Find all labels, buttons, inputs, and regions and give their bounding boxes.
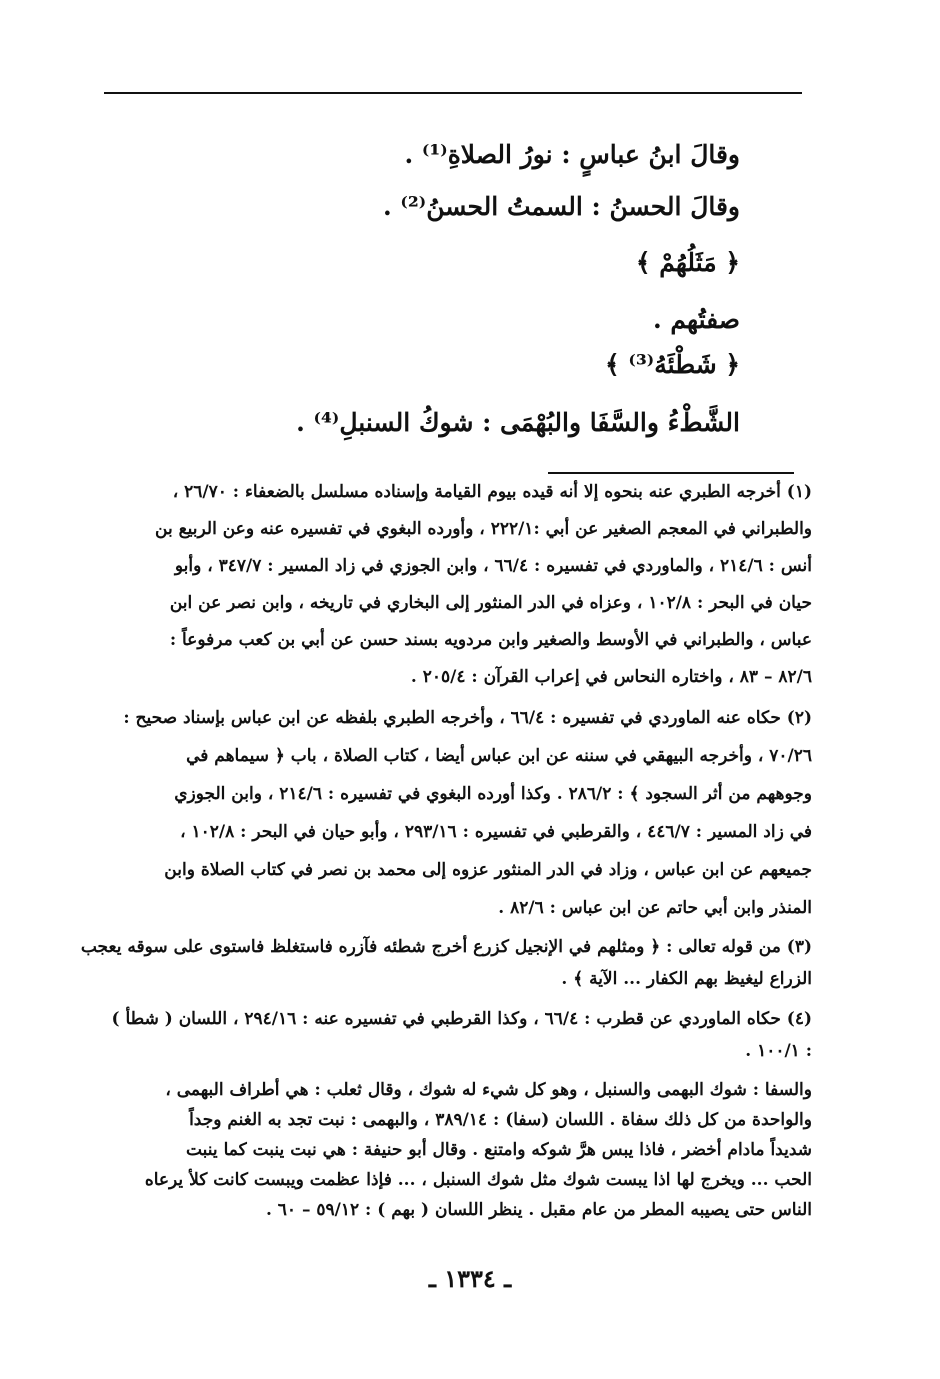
quran-word-shatahu: ﴿ شَطْئَهُ⁽³⁾ ﴾: [605, 350, 740, 379]
footnote-line: وجوههم من أثر السجود ﴾ : ٢٨٦/٢ . وكذا أورده البغوي في تفسيره : ٢١٤/٦ ، وابن الجوزي: [174, 784, 812, 804]
main-text-line-6: الشَّطْءُ والسَّفَا والبُهْمَى : شوكُ السنبلِ⁽⁴⁾ .: [296, 408, 740, 437]
footnote-line: الزراع ليغيظ بهم الكفار ... الآية ﴾ .: [561, 969, 812, 989]
footnote-line: عباس ، والطبراني في الأوسط والصغير وابن مردويه بسند حسن عن أبي بن كعب مرفوعاً :: [169, 630, 812, 650]
main-text-line-2: وقالَ الحسنُ : السمتُ الحسنُ⁽²⁾ .: [382, 192, 740, 221]
footnote-line: والطبراني في المعجم الصغير عن أبي :٢٢٢/١ ، وأورده البغوي في تفسيره عنه وعن الربيع بن: [155, 519, 812, 539]
footnote-line: شديداً مادام أخضر ، فاذا يبس هرَّ شوكه وامتنع . وقال أبو حنيفة : هي نبت ينبت كما ينبت: [185, 1140, 812, 1160]
footnote-line: (١) أخرجه الطبري عنه بنحوه إلا أنه قيده بيوم القيامة وإسناده مسلسل بالضعفاء : ٢٦/٧٠ ،: [172, 482, 812, 502]
main-text-line-4: صفتُهم .: [653, 305, 740, 334]
footnote-line: (٤) حكاه الماوردي عن قطرب : ٦٦/٤ ، وكذا القرطبي في تفسيره عنه : ٢٩٤/١٦ ، اللسان ( شطأ ): [111, 1009, 812, 1029]
footnote-separator: [548, 472, 794, 474]
footnote-line: والواحدة من كل ذلك سفاة . اللسان (سفا) : ٣٨٩/١٤ ، والبهمى : نبت تجد به الغنم وجداً: [189, 1110, 812, 1130]
footnote-4-continued: [122, 1082, 812, 1232]
footnote-2: [122, 710, 812, 938]
page-number: ـ ١٣٣٤ ـ: [428, 1264, 512, 1293]
header-rule: [104, 92, 802, 94]
main-text-line-1: وقالَ ابنُ عباسٍ : نورُ الصلاةِ⁽¹⁾ .: [404, 140, 740, 169]
footnote-line: (٣) من قوله تعالى : ﴿ ومثلهم في الإنجيل كزرع أخرج شطئه فآزره فاستغلظ فاستوى على سوقه يعجب: [80, 937, 812, 957]
footnote-line: في زاد المسير : ٤٤٦/٧ ، والقرطبي في تفسيره : ٢٩٣/١٦ ، وأبو حيان في البحر : ١٠٢/٨ ،: [180, 822, 812, 842]
footnote-line: الناس حتى يصيبه المطر من عام مقبل . ينظر اللسان ( بهم ) : ٥٩/١٢ – ٦٠ .: [265, 1200, 812, 1220]
footnote-line: الحب ... ويخرج لها اذا يبست شوك مثل شوك السنبل ، ... فإذا عظمت ويبست كانت كلأ يرعاه: [144, 1170, 812, 1190]
footnote-line: ٧٠/٢٦ ، وأخرجه البيهقي في سننه عن ابن عباس أيضا ، كتاب الصلاة ، باب ﴿ سيماهم في: [186, 746, 812, 766]
footnote-line: المنذر وابن أبي حاتم عن ابن عباس : ٨٢/٦ .: [498, 898, 812, 918]
footnote-line: حيان في البحر : ١٠٢/٨ ، وعزاه في الدر المنثور إلى البخاري في تاريخه ، وابن نصر عن ابن: [169, 593, 812, 613]
footnote-1: [122, 484, 812, 706]
footnote-line: (٢) حكاه عنه الماوردي في تفسيره : ٦٦/٤ ، وأخرجه الطبري بلفظه عن ابن عباس بإسناد صحيح :: [123, 708, 812, 728]
footnote-line: : ١٠٠/١ .: [745, 1041, 812, 1061]
footnote-line: أنس : ٢١٤/٦ ، والماوردي في تفسيره : ٦٦/٤ ، وابن الجوزي في زاد المسير : ٣٤٧/٧ ، وأبو: [174, 556, 812, 576]
footnote-3: [80, 937, 812, 1003]
quran-word-mathaluhum: ﴿ مَثَلُهُمْ ﴾: [635, 248, 740, 277]
footnote-line: ٨٢/٦ – ٨٣ ، واختاره النحاس في إعراب القرآن : ٢٠٥/٤ .: [410, 667, 812, 687]
footnote-4: [111, 1009, 812, 1075]
footnote-line: والسفا : شوك البهمى والسنبل ، وهو كل شيء له شوك ، وقال ثعلب : هي أطراف البهمى ،: [165, 1080, 812, 1100]
footnote-line: جميعهم عن ابن عباس ، وزاد في الدر المنثور عزوه إلى محمد بن نصر في كتاب الصلاة وابن: [164, 860, 812, 880]
